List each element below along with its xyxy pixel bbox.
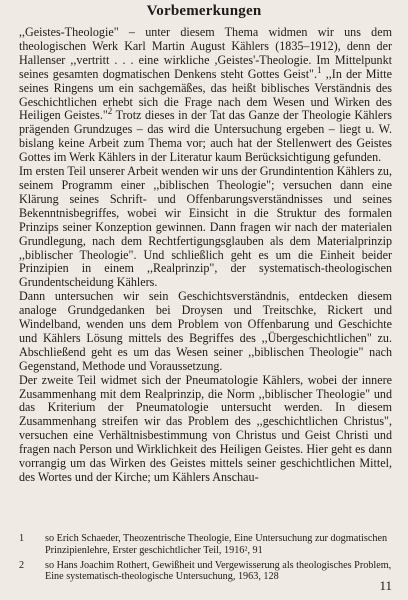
- paragraph-1-text-c: Trotz dieses in der Tat das Ganze der Theologie Kählers prägenden Grundzuges – das wird die Untersuchung ergeben – liegt u. W. bislang keine Arbeit zum Thema vor; auch hat der Stellenwert des Geistes Gottes im Werk Kählers in der Literatur kaum Berücksichtigung gefunden.: [19, 108, 392, 165]
- footnote-ref-1: 1: [317, 64, 322, 75]
- footnote-number: 1: [19, 533, 25, 544]
- page-heading: Vorbemerkungen: [146, 3, 262, 19]
- paragraph-2-text: Im ersten Teil unserer Arbeit wenden wir uns der Grundintention Kählers zu, seinem Programm einer ,,biblischen Theologie"; versuchen dann eine Klärung seines Schrift- und Offenbarungsverständnisses und seines Bekenntnisbegriffes, wobei wir Einsicht in die Struktur des formalen Prinzips seiner Konzeption gewinnen. Dann fragen wir nach der materialen Grundlegung, nach dem Rechtfertigungsglauben als dem Materialprinzip ,,biblischer Theologie". Und schließlich geht es um die Einheit beider Prinzipien in einem ,,Realprinzip", der systematisch-theologischen Grundentscheidung Kählers.: [19, 164, 392, 290]
- paragraph-3-text: Dann untersuchen wir sein Geschichtsverständnis, entdecken diesem analoge Grundgedanken bei Droysen und Treitschke, Rickert und Windelband, wenden uns dem Problem von Offenbarung und Geschichte und Kählers Lösung mittels des Begriffes des ,,Übergeschichtlichen" zu. Abschließend geht es um das Wesen seiner ,,biblischen Theologie" nach Gegenstand, Methode und Voraussetzung.: [19, 289, 392, 373]
- paragraph-1: [19, 26, 392, 165]
- main-text: [19, 26, 392, 485]
- paragraph-3: [19, 290, 392, 373]
- footnote: [19, 560, 392, 584]
- page-number: 11: [379, 578, 392, 593]
- paragraph-1-text-a: ,,Geistes-Theologie" – unter diesem Thema widmen wir uns dem theologischen Werk Karl Martin August Kählers (1835–1912), denn der Hallenser ,,vertritt . . . eine wirkliche ,Geistes'-Theologie. Im Mittelpunkt seines gesamten dogmatischen Denkens steht Gottes Geist".: [19, 25, 392, 81]
- paragraph-4-text: Der zweite Teil widmet sich der Pneumatologie Kählers, wobei der innere Zusammenhang mit dem Realprinzip, die Norm ,,biblischer Theologie" und das Kriterium der Pneumatologie untersucht werden. In diesem Zusammenhang streifen wir das Problem des ,,geschichtlichen Christus", versuchen eine Verhältnisbestimmung von Christus und Geist Christi und fragen nach Person und Wirklichkeit des Heiligen Geistes. Hier geht es dann vorrangig um das Wirken des Geistes mittels seiner geschichtlichen Mittel, des Wortes und der Kirche; um Kählers Anschau-: [19, 372, 392, 484]
- paragraph-2: [19, 165, 392, 290]
- paragraph-4: [19, 374, 392, 485]
- paragraph-1-text-b: ,,In der Mitte seines Ringens um ein sachgemäßes, das heißt biblisches Verständnis des Geschichtlichen erhebt sich die Frage nach dem Wesen und Wirken des Heiligen Geistes.": [19, 66, 392, 123]
- footnote-text: so Hans Joachim Rothert, Gewißheit und Vergewisserung als theologisches Problem, Eine systematisch-theologische Untersuchung, 1963, 128: [45, 559, 392, 583]
- footnote-text: so Erich Schaeder, Theozentrische Theologie, Eine Untersuchung zur dogmatischen Prinzipienlehre, Erster geschichtlicher Teil, 1916², 91: [45, 533, 388, 556]
- footnotes: [19, 533, 392, 586]
- footnote-ref-2: 2: [107, 106, 113, 117]
- footnote-number: 2: [19, 559, 25, 571]
- footnote: [19, 533, 392, 557]
